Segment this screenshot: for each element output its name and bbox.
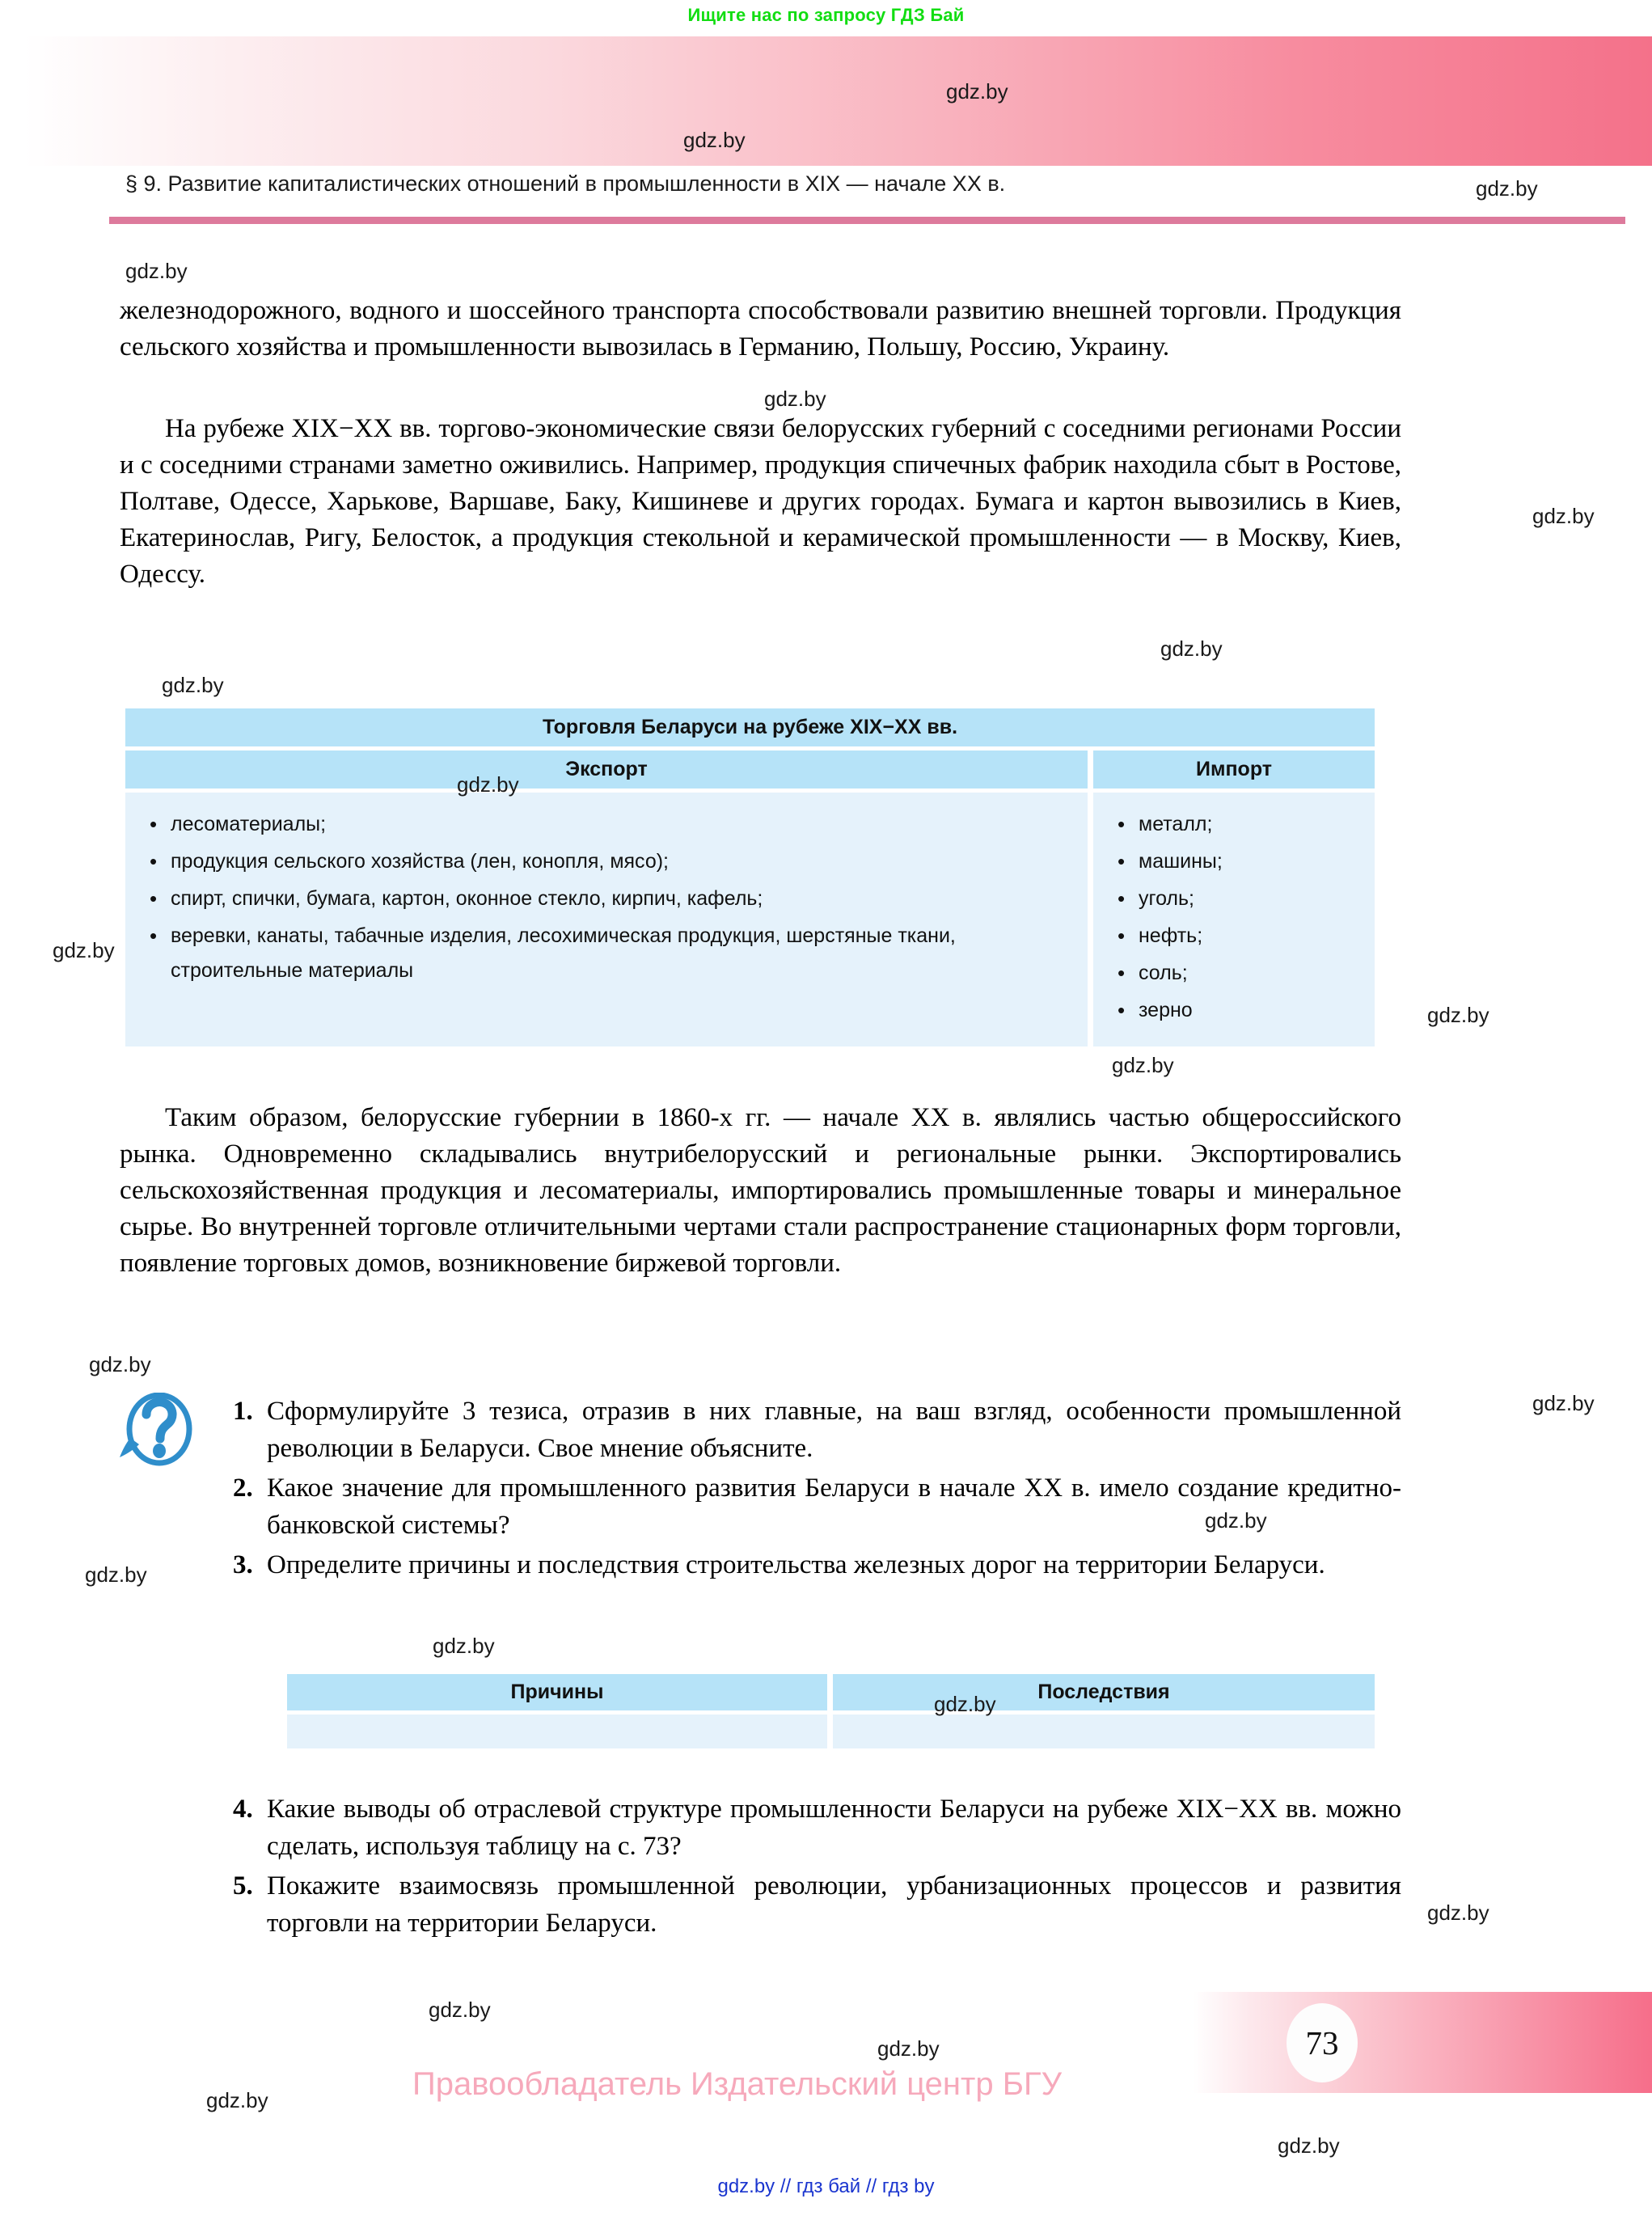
question-item xyxy=(233,1393,1401,1467)
paragraph-text: На рубеже XIX−XX вв. торгово-экономические связи белорусских губерний с соседними регионами России и с соседними странами заметно оживились. Например, продукция спичечных фабрик находила сбыт в Ростове, Полтаве, Одессе, Харькове, Варшаве, Баку, Кишиневе и других городах. Бумага и картон вывозились в Киев, Екатеринослав, Ригу, Белосток, а продукция стекольной и керамической промышленности — в Москву, Киев, Одессу. xyxy=(120,414,1401,589)
gdz-watermark: gdz.by xyxy=(1427,1901,1489,1925)
list-item: • зерно xyxy=(1139,993,1367,1028)
trade-table-title: Торговля Беларуси на рубеже XIX−XX вв. xyxy=(125,708,1375,746)
causes-consequences-table xyxy=(287,1674,1375,1748)
list-item: • машины; xyxy=(1139,844,1367,879)
question-mark-icon xyxy=(117,1393,198,1470)
page-number: 73 xyxy=(1287,2003,1358,2082)
question-number: 2. xyxy=(233,1474,253,1503)
title-divider xyxy=(109,217,1625,224)
gdz-watermark: gdz.by xyxy=(1112,1053,1174,1077)
questions-list-b xyxy=(233,1791,1401,1944)
list-item: • уголь; xyxy=(1139,882,1367,916)
paragraph-text: железнодорожного, водного и шоссейного транспорта способствовали развитию внешней торговли. Продукция сельского хозяйства и промышленности вывозилась в Германию, Польшу, Россию, Украину. xyxy=(120,296,1401,362)
gdz-watermark: gdz.by xyxy=(946,79,1008,104)
gdz-watermark: gdz.by xyxy=(125,259,188,283)
copyright-notice: Правообладатель Издательский центр БГУ xyxy=(412,2066,1063,2102)
gdz-watermark: gdz.by xyxy=(85,1562,147,1587)
gdz-watermark: gdz.by xyxy=(1532,504,1595,528)
gdz-watermark: gdz.by xyxy=(429,1998,491,2022)
body-paragraph-2 xyxy=(120,411,1401,593)
header-gradient-band xyxy=(24,36,1652,166)
question-text: Какое значение для промышленного развития Беларуси в начале XX в. имело создание кредитно-банковской системы? xyxy=(267,1474,1401,1540)
gdz-watermark: gdz.by xyxy=(433,1634,495,1658)
list-item: • соль; xyxy=(1139,956,1367,991)
export-cell xyxy=(125,793,1088,1046)
question-number: 3. xyxy=(233,1550,253,1579)
column-header-export: Экспорт xyxy=(125,750,1088,789)
gdz-watermark: gdz.by xyxy=(683,128,746,152)
import-cell xyxy=(1093,793,1375,1046)
question-item xyxy=(233,1791,1401,1865)
gdz-watermark: gdz.by xyxy=(53,938,115,962)
list-item: • металл; xyxy=(1139,807,1367,842)
gdz-watermark: gdz.by xyxy=(457,772,519,797)
list-item: • продукция сельского хозяйства (лен, конопля, мясо); xyxy=(171,844,1080,879)
question-text: Сформулируйте 3 тезиса, отразив в них главные, на ваш взгляд, особенности промышленной революции в Беларуси. Свое мнение объясните. xyxy=(267,1397,1401,1463)
gdz-watermark: gdz.by xyxy=(1476,176,1538,201)
list-item: • лесоматериалы; xyxy=(171,807,1080,842)
trade-table-header-row xyxy=(125,750,1375,789)
column-header-import: Импорт xyxy=(1093,750,1375,789)
question-text: Покажите взаимосвязь промышленной революции, урбанизационных процессов и развития торговли на территории Беларуси. xyxy=(267,1871,1401,1938)
page-title: § 9. Развитие капиталистических отношений в промышленности в XIX — начале XX в. xyxy=(125,171,1006,196)
trade-table-body-row xyxy=(125,793,1375,1046)
import-list xyxy=(1101,807,1367,1028)
gdz-watermark: gdz.by xyxy=(764,387,826,411)
questions-list-a xyxy=(233,1393,1401,1586)
gdz-watermark: gdz.by xyxy=(162,673,224,697)
body-paragraph-1 xyxy=(120,293,1401,366)
question-item xyxy=(233,1469,1401,1544)
footer-gradient-band xyxy=(1193,1992,1652,2093)
export-list xyxy=(133,807,1080,988)
gdz-watermark: gdz.by xyxy=(206,2088,268,2112)
question-number: 5. xyxy=(233,1871,253,1901)
question-number: 4. xyxy=(233,1795,253,1824)
gdz-watermark: gdz.by xyxy=(1427,1003,1489,1027)
body-paragraph-3 xyxy=(120,1100,1401,1282)
causes-cell[interactable] xyxy=(287,1715,827,1748)
trade-table xyxy=(125,708,1375,1046)
promo-banner: Ищите нас по запросу ГДЗ Бай xyxy=(687,5,965,25)
question-item xyxy=(233,1867,1401,1942)
consequences-cell[interactable] xyxy=(833,1715,1375,1748)
question-text: Определите причины и последствия строительства железных дорог на территории Беларуси. xyxy=(267,1550,1325,1579)
paragraph-text: Таким образом, белорусские губернии в 1860-х гг. — начале XX в. являлись частью общероссийского рынка. Одновременно складывались внутрибелорусский и региональные рынки. Экспортировались сельскохозяйственная продукция и лесоматериалы, импортировались промышленные товары и минеральное сырье. Во внутренней торговле отличительными чертами стали распространение стационарных форм торговли, появление торговых домов, возникновение биржевой торговли. xyxy=(120,1103,1401,1278)
gdz-watermark: gdz.by xyxy=(1205,1508,1267,1533)
gdz-watermark: gdz.by xyxy=(1532,1391,1595,1415)
list-item: • нефть; xyxy=(1139,919,1367,953)
column-header-causes: Причины xyxy=(287,1674,827,1710)
question-text: Какие выводы об отраслевой структуре промышленности Беларуси на рубеже XIX−XX вв. можно сделать, используя таблицу на с. 73? xyxy=(267,1795,1401,1861)
list-item: • веревки, канаты, табачные изделия, лесохимическая продукция, шерстяные ткани, строительные материалы xyxy=(171,919,1080,988)
question-number: 1. xyxy=(233,1397,253,1426)
gdz-watermark: gdz.by xyxy=(1160,636,1223,661)
cc-header-row xyxy=(287,1674,1375,1710)
question-item xyxy=(233,1546,1401,1583)
bottom-links: gdz.by // гдз бай // гдз by xyxy=(717,2175,935,2197)
gdz-watermark: gdz.by xyxy=(877,2036,940,2061)
column-header-consequences: Последствия xyxy=(833,1674,1375,1710)
gdz-watermark: gdz.by xyxy=(934,1692,996,1716)
gdz-watermark: gdz.by xyxy=(89,1352,151,1376)
gdz-watermark: gdz.by xyxy=(1278,2133,1340,2158)
list-item: • спирт, спички, бумага, картон, оконное стекло, кирпич, кафель; xyxy=(171,882,1080,916)
cc-body-row xyxy=(287,1715,1375,1748)
